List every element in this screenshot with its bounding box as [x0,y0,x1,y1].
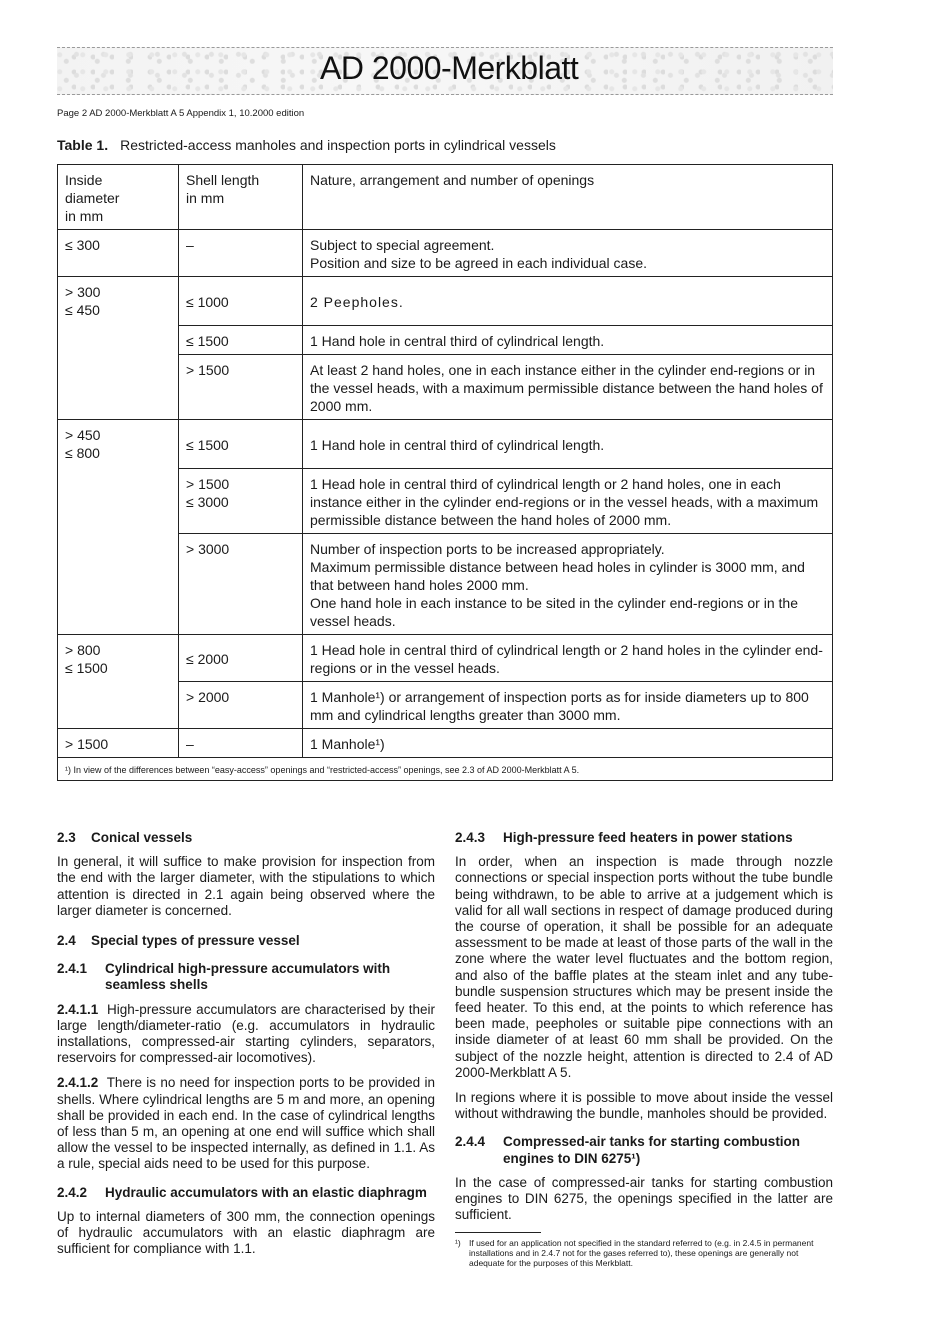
header-inside-diameter [58,165,179,230]
length-value: – [186,736,194,752]
section-2-4-4-text: In the case of compressed-air tanks for starting combustion engines to DIN 6275, the openings specified in the latter are sufficient. [455,1174,833,1223]
length-value: – [186,237,194,253]
section-2-4-1-2-text [57,1075,435,1172]
length-cell [179,277,303,326]
nature-text: Position and size to be agreed in each individual case. [310,255,647,271]
nature-cell [303,534,833,635]
section-2-4-2-heading [57,1185,435,1201]
footnote-mark: ¹) [455,1238,461,1249]
diameter-value: ≤ 800 [65,445,100,461]
nature-text: 1 Manhole¹) [310,736,385,752]
nature-text: Maximum permissible distance between head holes in cylinder is 3000 mm, and that between hand holes 2000 mm. [310,559,805,593]
diameter-cell [58,420,179,635]
length-cell [179,635,303,682]
paragraph-text: There is no need for inspection ports to be provided in shells. Where cylindrical lengths are 5 m and more, an opening shall be provided in each end. In the case of cylindrical lengths of less than 5 m, an opening at one end will suffice which shall allow the vessel to be inspected internally, as defined in 1.1. As a rule, special aids need to be used for this purpose. [57,1075,435,1172]
table-number: Table 1. [57,137,109,153]
section-title: Hydraulic accumulators with an elastic diaphragm [105,1184,427,1200]
length-cell [179,420,303,469]
section-2-4-3-text-2: In regions where it is possible to move about inside the vessel without withdrawing the bundle, manholes should be provided. [455,1090,833,1122]
header-text: Shell length [186,172,260,188]
length-value: ≤ 1000 [186,294,229,310]
diameter-value: > 800 [65,642,101,658]
table-footnote: ¹) In view of the differences between “easy-access” openings and “restricted-access” openings, see 2.3 of AD 2000-Merkblatt A 5. [58,758,833,781]
nature-cell [303,635,833,682]
column-footnote [455,1238,833,1268]
length-cell [179,355,303,420]
header-text: in mm [186,190,225,206]
header-shell-length [179,165,303,230]
nature-text: 2 Peepholes. [310,294,404,310]
section-2-4-4-heading [455,1134,833,1166]
length-cell [179,729,303,758]
table-caption [57,137,556,153]
section-2-4-heading [57,933,435,949]
openings-table [57,164,833,781]
length-cell [179,682,303,729]
length-cell [179,230,303,277]
nature-cell [303,355,833,420]
nature-text: Subject to special agreement. [310,237,495,253]
section-title: Compressed-air tanks for starting combustion engines to DIN 6275¹) [503,1134,801,1166]
section-title: Cylindrical high-pressure accumulators with seamless shells [105,961,391,993]
diameter-cell [58,277,179,420]
banner-title: AD 2000-Merkblatt [320,50,579,86]
section-number: 2.4.2 [57,1184,88,1200]
section-2-4-1-1-text [57,1002,435,1067]
section-2-3-heading [57,830,435,846]
section-number: 2.4.4 [455,1134,486,1150]
right-column [455,830,833,1268]
nature-text: 1 Hand hole in central third of cylindrical length. [310,437,605,453]
header-text: in mm [65,208,104,224]
table-row [58,420,833,469]
table-row [58,230,833,277]
length-value: ≤ 3000 [186,494,229,510]
table-row [58,277,833,326]
diameter-value: ≤ 450 [65,302,100,318]
section-title: High-pressure feed heaters in power stations [503,830,793,845]
diameter-cell [58,230,179,277]
section-2-4-1-heading [57,961,435,993]
diameter-value: ≤ 1500 [65,660,108,676]
nature-cell [303,277,833,326]
nature-cell [303,469,833,534]
length-value: ≤ 1500 [186,437,229,453]
nature-text: One hand hole in each instance to be sited in the cylinder end-regions or in the vessel heads. [310,595,798,629]
length-cell [179,469,303,534]
header-text: diameter [65,190,120,206]
nature-text: 1 Manhole¹) or arrangement of inspection ports as for inside diameters up to 800 mm and cylindrical lengths greater than 3000 mm. [310,689,809,723]
nature-cell [303,682,833,729]
length-value: ≤ 1500 [186,333,229,349]
section-number: 2.3 [57,830,76,845]
table-footnote-row [58,758,833,781]
section-number: 2.4 [57,933,76,949]
nature-cell [303,729,833,758]
nature-text: 1 Head hole in central third of cylindrical length or 2 hand holes, one in each instance either in the cylinder end-regions or in the vessel heads, with a maximum permissible distance between the hand holes of 2000 mm. [310,476,819,528]
footnote-text: If used for an application not specified in the standard referred to (e.g. in 2.4.5 in permanent installations and in 2.4.7 not for the gases referred to), these openings are generally not adequate for the purposes of this Merkblatt. [469,1238,814,1269]
nature-cell [303,326,833,355]
length-value: > 1500 [186,476,230,492]
table-row [58,635,833,682]
footnote-separator [455,1232,541,1233]
length-value: > 2000 [186,689,230,705]
diameter-value: > 1500 [65,736,109,752]
diameter-value: > 300 [65,284,101,300]
header-nature: Nature, arrangement and number of openings [303,165,833,230]
length-value: > 1500 [186,362,230,378]
diameter-cell [58,729,179,758]
table-title: Restricted-access manholes and inspection ports in cylindrical vessels [120,137,556,153]
nature-text: Number of inspection ports to be increased appropriately. [310,541,665,557]
diameter-value: > 450 [65,427,101,443]
length-cell [179,326,303,355]
nature-text: At least 2 hand holes, one in each instance either in the cylinder end-regions or in the vessel heads, with a maximum permissible distance between the hand holes of 2000 mm. [310,362,823,414]
nature-text: 1 Hand hole in central third of cylindrical length. [310,333,605,349]
left-column [57,830,435,1266]
section-2-4-2-text: Up to internal diameters of 300 mm, the connection openings of hydraulic accumulators with an elastic diaphragm are sufficient for compliance with 1.1. [57,1208,435,1257]
header-banner [57,47,833,95]
table-header-row [58,165,833,230]
paragraph-text: High-pressure accumulators are characterised by their large length/diameter-ratio (e.g. accumulators in hydraulic installations, compressed-air starting cylinders, separators, reservoirs for compressed-air locomotives). [57,1001,435,1066]
nature-text: 1 Head hole in central third of cylindrical length or 2 hand holes in the cylinder end-regions or in the vessel heads. [310,642,823,676]
paragraph-number: 2.4.1.1 [57,1001,99,1017]
length-value: > 3000 [186,541,230,557]
table-row [58,729,833,758]
section-2-4-3-heading [455,830,833,846]
section-2-3-text: In general, it will suffice to make provision for inspection from the end with the larger diameter, with the stipulations to which attention is directed in 2.1 again being observed where the larger diameter is concerned. [57,854,435,918]
diameter-value: ≤ 300 [65,237,100,253]
nature-cell [303,420,833,469]
header-text: Inside [65,172,103,188]
section-2-4-3-text-1: In order, when an inspection is made through nozzle connections or special inspection ports without the tube bundle being withdrawn, to be able to arrive at a judgement which is valid for all wall sections in respect of damage produced during the course of operation, it shall be possible for an adequate assessment to be made at least of those parts of the wall in the zone where the water level fluctuates and the bottom region, and also of the baffle plates at the steam inlet and any tube-bundle suspension structures which may be present inside the feed heater. To this end, at the points to which reference has been made, peepholes or suitable pipe connections with an inside diameter of at least 60 mm shall be provided. On the subject of the nozzle height, attention is directed to 2.4 of AD 2000-Merkblatt A 5. [455,854,833,1080]
length-value: ≤ 2000 [186,651,229,667]
section-title: Special types of pressure vessel [91,933,300,949]
length-cell [179,534,303,635]
section-title: Conical vessels [91,830,193,845]
section-number: 2.4.3 [455,830,486,845]
paragraph-number: 2.4.1.2 [57,1075,99,1091]
page-info: Page 2 AD 2000-Merkblatt A 5 Appendix 1, 10.2000 edition [57,108,305,119]
section-number: 2.4.1 [57,961,88,977]
nature-cell [303,230,833,277]
diameter-cell [58,635,179,729]
